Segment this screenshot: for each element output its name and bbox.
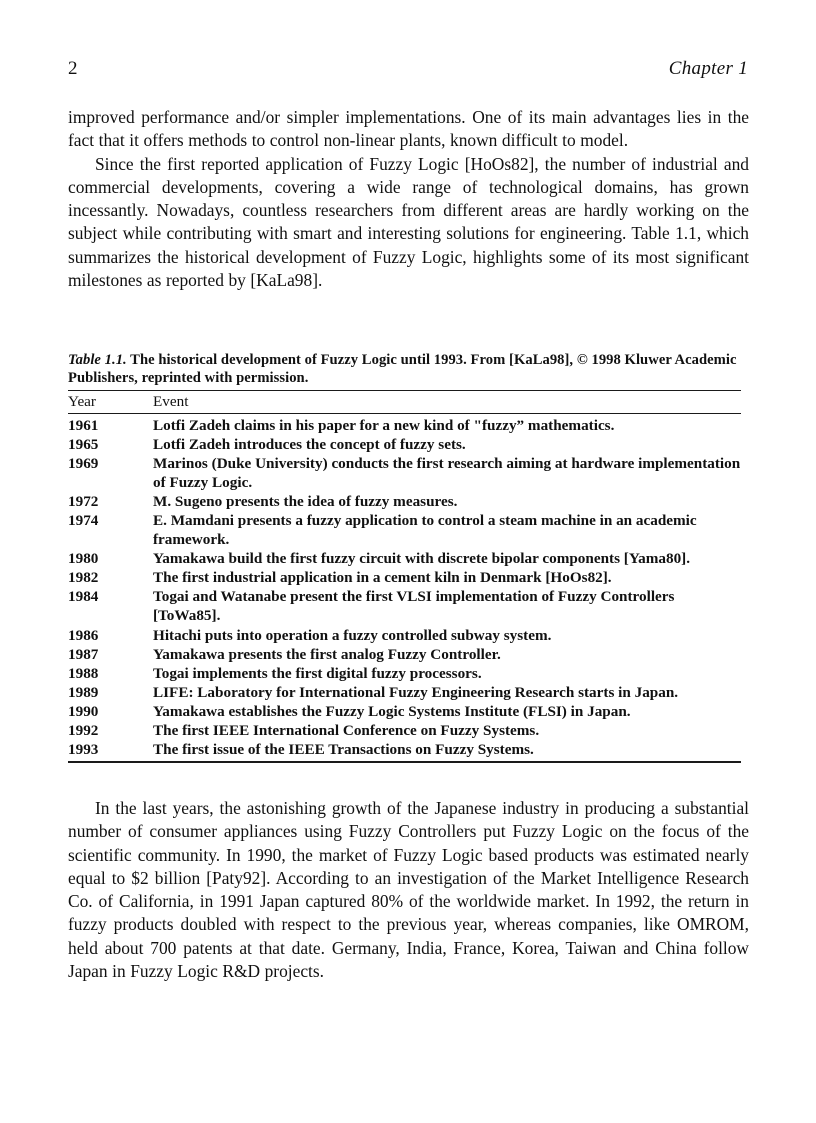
fuzzy-logic-history-table <box>68 390 741 763</box>
cell-event: Hitachi puts into operation a fuzzy controlled subway system. <box>153 626 552 644</box>
cell-year: 1993 <box>68 740 153 762</box>
cell-year: 1988 <box>68 664 99 682</box>
table-row <box>68 511 741 549</box>
cell-event: The first IEEE International Conference on Fuzzy Systems. <box>153 722 540 739</box>
cell-year: 1986 <box>68 626 99 644</box>
table-row <box>68 664 741 683</box>
cell-year: 1965 <box>68 435 99 453</box>
table-row <box>68 435 741 454</box>
table-row <box>68 645 741 664</box>
cell-year: 1989 <box>68 683 99 701</box>
cell-year: 1984 <box>68 588 99 606</box>
cell-year: 1969 <box>68 454 99 472</box>
cell-year: 1974 <box>68 511 99 529</box>
paragraph-3: In the last years, the astonishing growth of the Japanese industry in producing a substantial number of consumer appliances using Fuzzy Controllers put Fuzzy Logic on the focus of the scientific community. In 1990, the market of Fuzzy Logic based products was estimated nearly equal to $2 billion [Paty92]. According to an investigation of the Market Intelligence Research Co. of California, in 1991 Japan captured 80% of the worldwide market. In 1992, the return in fuzzy products doubled with respect to the previous year, whereas companies, like OMROM, held about 700 patents at that date. Germany, India, France, Korea, Taiwan and China follow Japan in Fuzzy Logic R&D projects. <box>68 798 749 982</box>
cell-year: 1980 <box>68 550 99 568</box>
table-row <box>68 721 741 740</box>
cell-event: Lotfi Zadeh claims in his paper for a new kind of "fuzzy” mathematics. <box>153 416 615 434</box>
table-row <box>68 740 741 762</box>
table-row <box>68 413 741 435</box>
cell-event: The first industrial application in a cement kiln in Denmark [HoOs82]. <box>153 569 612 587</box>
cell-event: Marinos (Duke University) conducts the first research aiming at hardware implementation of Fuzzy Logic. <box>153 454 741 491</box>
table-row <box>68 683 741 702</box>
table-head <box>68 391 741 413</box>
cell-year: 1990 <box>68 702 99 720</box>
cell-year: 1992 <box>68 722 99 739</box>
chapter-label: Chapter 1 <box>668 58 748 79</box>
cell-year: 1987 <box>68 645 99 663</box>
table-block <box>68 351 749 763</box>
column-header-year: Year <box>68 391 153 413</box>
table-row <box>68 587 741 625</box>
table-row <box>68 492 741 511</box>
table-caption <box>68 351 749 387</box>
table-caption-text: The historical development of Fuzzy Logic until 1993. From [KaLa98], © 1998 Kluwer Academic Publishers, reprinted with permission. <box>68 352 737 387</box>
table-row <box>68 568 741 587</box>
cell-event: E. Mamdani presents a fuzzy application to control a steam machine in an academic framework. <box>153 511 697 549</box>
table-header-row <box>68 391 741 413</box>
cell-year: 1982 <box>68 569 99 587</box>
cell-event: Lotfi Zadeh introduces the concept of fuzzy sets. <box>153 435 466 453</box>
table-row <box>68 626 741 645</box>
cell-event: Yamakawa build the first fuzzy circuit with discrete bipolar components [Yama80]. <box>153 550 691 568</box>
cell-event: The first issue of the IEEE Transactions on Fuzzy Systems. <box>153 740 741 762</box>
paragraph-2: Since the first reported application of Fuzzy Logic [HoOs82], the number of industrial and commercial developments, covering a wide range of technological domains, has grown incessantly. Nowadays, countless researchers from different areas are hardly working on the subject while contributing with smart and interesting solutions for engineering. Table 1.1, which summarizes the historical development of Fuzzy Logic, highlights some of its most significant milestones as reported by [KaLa98]. <box>68 153 749 291</box>
table-row <box>68 454 741 492</box>
body-text-lower <box>68 797 749 983</box>
body-text-upper <box>68 106 749 292</box>
column-header-event: Event <box>153 391 741 413</box>
cell-year: 1972 <box>68 492 99 510</box>
table-row <box>68 549 741 568</box>
page-number: 2 <box>68 58 78 79</box>
table-body <box>68 413 741 762</box>
cell-year: 1961 <box>68 416 99 434</box>
cell-event: LIFE: Laboratory for International Fuzzy Engineering Research starts in Japan. <box>153 683 679 701</box>
table-row <box>68 702 741 721</box>
paragraph-1: improved performance and/or simpler implementations. One of its main advantages lies in the fact that it offers methods to control non-linear plants, known difficult to model. <box>68 107 749 151</box>
running-head <box>68 58 748 82</box>
cell-event: Togai implements the first digital fuzzy processors. <box>153 664 482 682</box>
cell-event: Yamakawa presents the first analog Fuzzy Controller. <box>153 645 501 663</box>
table-caption-id: Table 1.1. <box>68 352 127 368</box>
cell-event: M. Sugeno presents the idea of fuzzy measures. <box>153 492 458 510</box>
cell-event: Yamakawa establishes the Fuzzy Logic Systems Institute (FLSI) in Japan. <box>153 702 631 720</box>
cell-event: Togai and Watanabe present the first VLSI implementation of Fuzzy Controllers [ToWa85]. <box>153 588 675 625</box>
